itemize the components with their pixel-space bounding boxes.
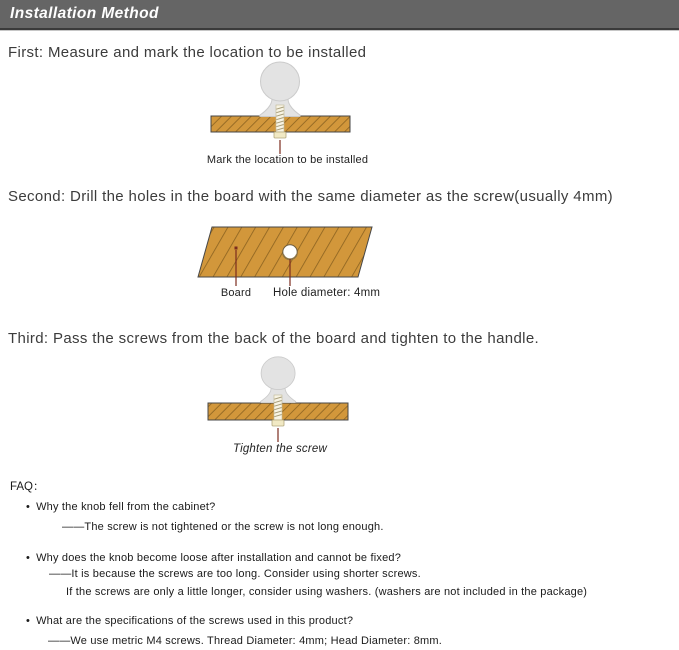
faq-answer-1: ——The screw is not tightened or the screw is not long enough.: [62, 521, 384, 533]
hole-caption: Hole diameter: 4mm: [273, 287, 381, 299]
step1-illustration: [200, 58, 360, 155]
faq-question-1-text: Why the knob fell from the cabinet?: [36, 501, 216, 513]
step2-illustration: [190, 220, 390, 289]
page-title: Installation Method: [10, 5, 159, 22]
bullet-icon: •: [26, 615, 31, 627]
screw-graphic: [272, 395, 284, 426]
faq-answer-2-line2: If the screws are only a little longer, consider using washers. (washers are not included in the package): [66, 586, 588, 598]
step2-heading: Second: Drill the holes in the board with the same diameter as the screw(usually 4mm): [8, 188, 614, 205]
screw-graphic: [274, 105, 286, 138]
step3-illustration: [200, 345, 360, 443]
faq-question-1: [26, 501, 216, 513]
knob-ball: [261, 62, 300, 101]
faq-answer-3: ——We use metric M4 screws. Thread Diameter: 4mm; Head Diameter: 8mm.: [48, 635, 443, 647]
knob-ball: [261, 357, 295, 390]
board-marker-dot: [235, 247, 238, 250]
faq-question-3-text: What are the specifications of the screws used in this product?: [36, 615, 354, 627]
step3-caption: Tighten the screw: [232, 443, 328, 455]
faq-label: FAQ：: [10, 481, 45, 493]
board-caption: Board: [220, 287, 252, 299]
faq-answer-2-line1: ——It is because the screws are too long. Consider using shorter screws.: [49, 568, 421, 580]
screw-head: [274, 132, 286, 138]
bullet-icon: •: [26, 552, 31, 564]
step3-heading: Third: Pass the screws from the back of the board and tighten to the handle.: [8, 330, 540, 347]
bullet-icon: •: [26, 501, 31, 513]
screw-head: [272, 420, 284, 426]
header-bar: [0, 0, 679, 30]
step1-caption: Mark the location to be installed: [206, 154, 369, 166]
step1-heading: First: Measure and mark the location to be installed: [8, 44, 367, 61]
faq-question-2: [26, 552, 401, 564]
faq-question-2-text: Why does the knob become loose after installation and cannot be fixed?: [36, 552, 402, 564]
faq-question-3: [26, 615, 353, 627]
